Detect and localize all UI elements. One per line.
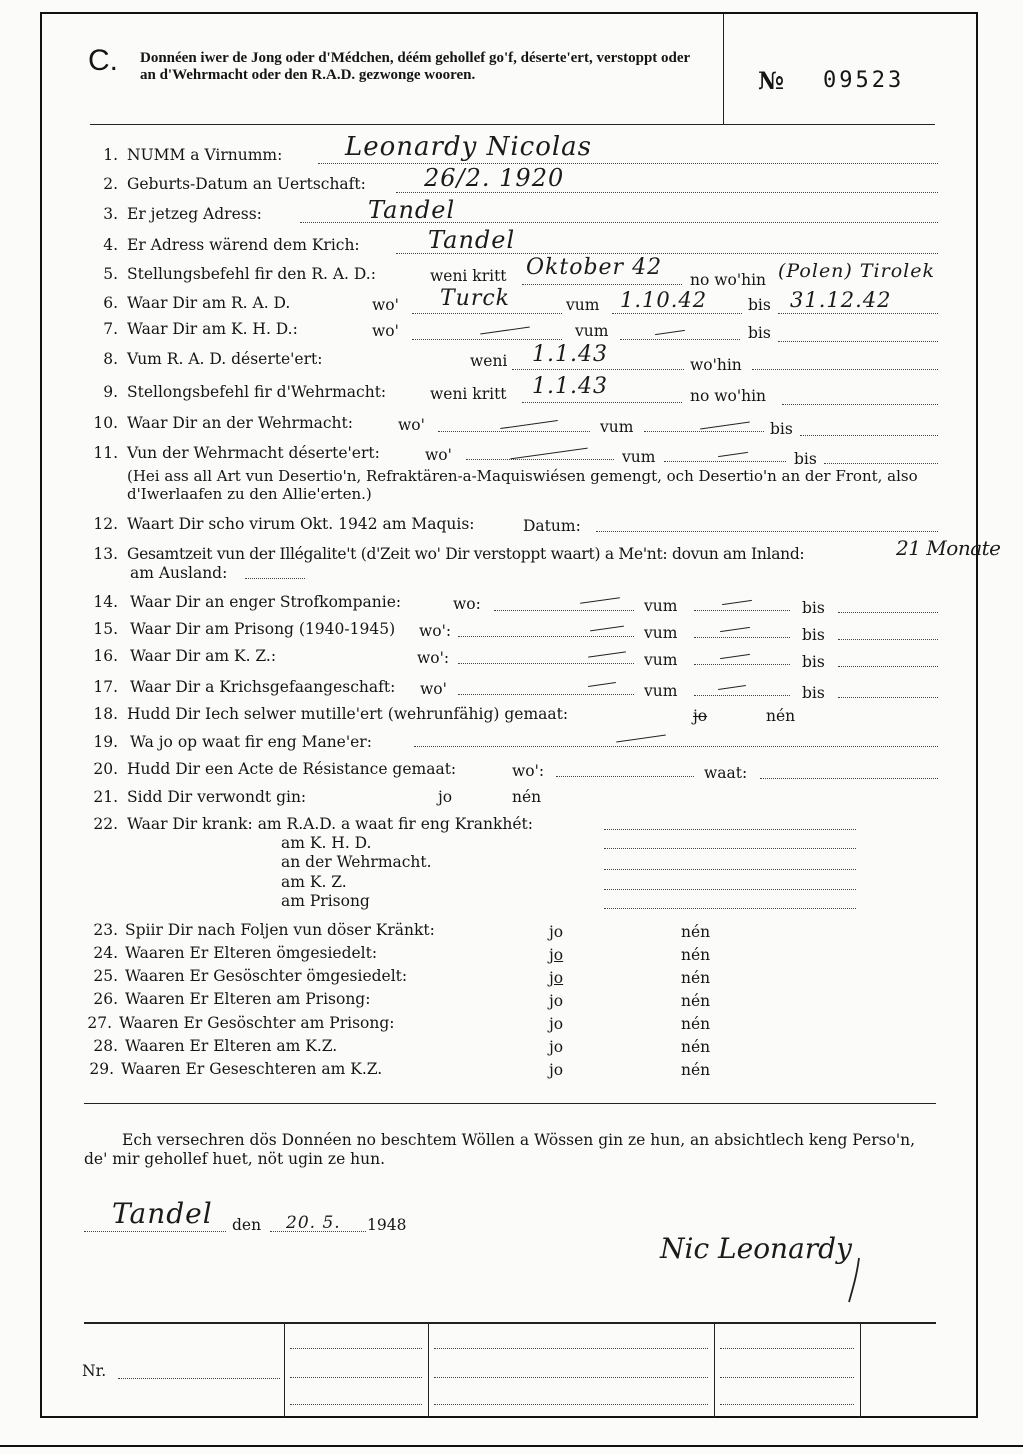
wounded-jo-option[interactable]: jo bbox=[438, 788, 453, 806]
item-number: 19. bbox=[93, 733, 118, 751]
parents-prison-label: Waaren Er Elteren am Prisong: bbox=[125, 990, 371, 1008]
khd-bis-line bbox=[778, 341, 938, 342]
bis-label: bis bbox=[770, 420, 793, 438]
penal-bis-line bbox=[838, 612, 938, 613]
rad-order-label: Stellungsbefehl fir den R. A. D.: bbox=[127, 265, 376, 283]
rad-order-destination-value[interactable]: (Polen) Tirolek bbox=[778, 260, 935, 282]
wehrmacht-service-label: Waar Dir an der Wehrmacht: bbox=[127, 414, 353, 432]
self-mutilation-jo-option[interactable]: jo bbox=[693, 707, 708, 725]
birth-field-line bbox=[396, 192, 938, 193]
footer-line bbox=[434, 1348, 708, 1349]
wehrmacht-wo-line bbox=[438, 431, 590, 432]
item-number: 9. bbox=[103, 383, 118, 401]
illness-sub-kz: am K. Z. bbox=[281, 873, 347, 891]
weni-kritt-label: weni kritt bbox=[430, 267, 507, 285]
item-number: 27. bbox=[87, 1014, 112, 1032]
pow-vum-line bbox=[694, 695, 790, 696]
waat-label: waat: bbox=[704, 764, 748, 782]
wounded-label: Sidd Dir verwondt gin: bbox=[127, 788, 307, 806]
item-number: 16. bbox=[93, 647, 118, 665]
datum-label: Datum: bbox=[523, 517, 581, 535]
current-address-label: Er jetzeg Adress: bbox=[127, 205, 262, 223]
den-label: den bbox=[232, 1216, 262, 1234]
vum-label: vum bbox=[644, 624, 678, 642]
siblings-resettled-nen-option[interactable]: nén bbox=[681, 969, 711, 987]
desertion-wo-line bbox=[466, 459, 614, 460]
bis-label: bis bbox=[802, 653, 825, 671]
item-number: 12. bbox=[93, 515, 118, 533]
bis-label: bis bbox=[748, 324, 771, 342]
prison-vum-line bbox=[694, 637, 790, 638]
kz-label: Waar Dir am K. Z.: bbox=[130, 647, 277, 665]
vum-label: vum bbox=[600, 418, 634, 436]
footer-line bbox=[720, 1377, 854, 1378]
wehrmacht-desertion-label: Vun der Wehrmacht déserte'ert: bbox=[127, 444, 380, 462]
item-number: 10. bbox=[93, 414, 118, 432]
illegality-inland-value[interactable]: 21 Monate bbox=[896, 536, 1001, 560]
nr-field-line bbox=[118, 1378, 280, 1379]
siblings-kz-label: Waaren Er Geseschteren am K.Z. bbox=[121, 1060, 383, 1078]
footer-col-divider bbox=[714, 1322, 715, 1418]
item-number: 24. bbox=[93, 944, 118, 962]
mutilation-method-line bbox=[414, 746, 938, 747]
no-wohin-label: no wo'hin bbox=[690, 271, 767, 289]
header-rule bbox=[90, 124, 935, 125]
khd-vum-line bbox=[620, 339, 740, 340]
vum-label: vum bbox=[644, 651, 678, 669]
siblings-kz-nen-option[interactable]: nén bbox=[681, 1061, 711, 1079]
vum-label: vum bbox=[622, 448, 656, 466]
mutilation-method-label: Wa jo op waat fir eng Mane'er: bbox=[130, 733, 372, 751]
form-header-title: Donnéen iwer de Jong oder d'Médchen, déém gehollef go'f, déserte'ert, verstoppt oder an d'Wehrmacht oder den R.A.D. gezwonge wooren. bbox=[140, 50, 690, 83]
ausland-label: am Ausland: bbox=[130, 564, 228, 582]
rad-order-date-line bbox=[522, 284, 682, 285]
penal-wo-line bbox=[494, 610, 634, 611]
wo-label: wo' bbox=[372, 322, 399, 340]
parents-resettled-label: Waaren Er Elteren ömgesiedelt: bbox=[125, 944, 378, 962]
war-address-value[interactable]: Tandel bbox=[428, 226, 516, 254]
wo-label: wo': bbox=[419, 622, 452, 640]
siblings-prison-nen-option[interactable]: nén bbox=[681, 1015, 711, 1033]
prison-wo-line bbox=[458, 636, 634, 637]
weni-label: weni bbox=[470, 352, 508, 370]
siblings-kz-jo-option[interactable]: jo bbox=[549, 1061, 564, 1079]
item-number: 15. bbox=[93, 620, 118, 638]
illegality-label: Gesamtzeit vun der Illégalite't (d'Zeit wo' Dir verstoppt waart) a Me'nt: dovun am Inland: bbox=[127, 545, 805, 563]
prison-label: Waar Dir am Prisong (1940-1945) bbox=[130, 620, 396, 638]
vum-label: vum bbox=[575, 322, 609, 340]
wehrmacht-order-label: Stellongsbefehl fir d'Wehrmacht: bbox=[127, 383, 387, 401]
wounded-nen-option[interactable]: nén bbox=[512, 788, 542, 806]
item-number: 26. bbox=[93, 990, 118, 1008]
parents-resettled-jo-option[interactable]: jo bbox=[549, 946, 564, 964]
item-number: 11. bbox=[93, 444, 118, 462]
vum-label: vum bbox=[566, 296, 600, 314]
bis-label: bis bbox=[794, 450, 817, 468]
item-number: 23. bbox=[93, 921, 118, 939]
vum-label: vum bbox=[644, 597, 678, 615]
name-field-value[interactable]: Leonardy Nicolas bbox=[345, 132, 593, 162]
birth-label: Geburts-Datum an Uertschaft: bbox=[127, 175, 366, 193]
ausland-line bbox=[245, 578, 305, 579]
wo-label: wo' bbox=[425, 446, 452, 464]
resistance-label: Hudd Dir een Acte de Résistance gemaat: bbox=[127, 760, 457, 778]
siblings-resettled-label: Waaren Er Gesöschter ömgesiedelt: bbox=[125, 967, 408, 985]
item-number: 28. bbox=[93, 1037, 118, 1055]
date-value[interactable]: 20. 5. bbox=[286, 1213, 341, 1233]
footer-line bbox=[290, 1348, 422, 1349]
bis-label: bis bbox=[748, 296, 771, 314]
nr-label: Nr. bbox=[82, 1362, 107, 1380]
illness-khd-line bbox=[604, 848, 856, 849]
item-number: 14. bbox=[93, 593, 118, 611]
maquis-label: Waart Dir scho virum Okt. 1942 am Maquis: bbox=[127, 515, 475, 533]
rad-service-wo-line bbox=[412, 313, 562, 314]
illness-consequences-label: Spiir Dir nach Foljen vun döser Kränkt: bbox=[125, 921, 435, 939]
item-number: 18. bbox=[93, 705, 118, 723]
footer-line bbox=[290, 1404, 422, 1405]
rad-service-wo-value[interactable]: Turck bbox=[440, 286, 511, 311]
header-divider bbox=[723, 14, 724, 124]
footer-line bbox=[434, 1404, 708, 1405]
footer-line bbox=[290, 1377, 422, 1378]
place-line bbox=[84, 1231, 226, 1232]
consequences-nen-option[interactable]: nén bbox=[681, 923, 711, 941]
declaration-text: Ech versechren dös Donnéen no beschtem Wöllen a Wössen gin ze hun, an absichtlech keng Perso'n, de' mir gehollef huet, nöt ugin ze hun. bbox=[84, 1131, 916, 1168]
item-number: 4. bbox=[103, 236, 118, 254]
bis-label: bis bbox=[802, 599, 825, 617]
wehrmacht-order-wohin-line bbox=[782, 404, 938, 405]
rad-desertion-label: Vum R. A. D. déserte'ert: bbox=[127, 350, 323, 368]
siblings-prison-label: Waaren Er Gesöschter am Prisong: bbox=[119, 1014, 395, 1032]
penal-vum-line bbox=[694, 610, 790, 611]
footer-col-divider bbox=[284, 1322, 285, 1418]
signature-flourish bbox=[845, 1256, 865, 1306]
serial-number: 09523 bbox=[823, 68, 905, 93]
parents-resettled-nen-option[interactable]: nén bbox=[681, 946, 711, 964]
name-field-line bbox=[318, 163, 938, 164]
rad-service-bis-value[interactable]: 31.12.42 bbox=[790, 288, 892, 312]
siblings-prison-jo-option[interactable]: jo bbox=[549, 1015, 564, 1033]
illness-sub-prison: am Prisong bbox=[281, 892, 370, 910]
wo-label: wo': bbox=[512, 762, 545, 780]
item-number: 25. bbox=[93, 967, 118, 985]
resistance-waat-line bbox=[760, 778, 938, 779]
vum-label: vum bbox=[644, 682, 678, 700]
bis-label: bis bbox=[802, 626, 825, 644]
resistance-wo-line bbox=[556, 776, 694, 777]
illness-prison-line bbox=[604, 908, 856, 909]
item-number: 13. bbox=[93, 545, 118, 563]
pow-bis-line bbox=[838, 697, 938, 698]
footer-line bbox=[720, 1404, 854, 1405]
rad-desertion-wohin-line bbox=[752, 369, 938, 370]
wehrmacht-bis-line bbox=[800, 435, 938, 436]
rad-order-date-value[interactable]: Oktober 42 bbox=[526, 255, 663, 280]
item-number: 20. bbox=[93, 760, 118, 778]
illness-rad-line bbox=[604, 829, 856, 830]
illness-sub-khd: am K. H. D. bbox=[281, 834, 372, 852]
place-value[interactable]: Tandel bbox=[112, 1197, 213, 1230]
prison-bis-line bbox=[838, 639, 938, 640]
item-number: 29. bbox=[89, 1060, 114, 1078]
declaration-rule bbox=[84, 1103, 936, 1104]
wo-label: wo': bbox=[417, 649, 450, 667]
rad-service-vum-line bbox=[612, 313, 742, 314]
wohin-label: wo'hin bbox=[690, 356, 742, 374]
item-number: 6. bbox=[103, 294, 118, 312]
rad-service-vum-value[interactable]: 1.10.42 bbox=[620, 288, 708, 312]
item-number: 8. bbox=[103, 350, 118, 368]
bis-label: bis bbox=[802, 684, 825, 702]
wehrmacht-order-date-value[interactable]: 1.1.43 bbox=[532, 374, 608, 399]
wehrmacht-vum-line bbox=[644, 431, 764, 432]
footer-line bbox=[434, 1377, 708, 1378]
khd-wo-line bbox=[412, 339, 562, 340]
war-address-label: Er Adress wärend dem Krich: bbox=[127, 236, 360, 254]
item-number: 17. bbox=[93, 678, 118, 696]
item-number: 1. bbox=[103, 146, 118, 164]
desertion-bis-line bbox=[824, 463, 938, 464]
weni-kritt-label: weni kritt bbox=[430, 385, 507, 403]
parents-prison-nen-option[interactable]: nén bbox=[681, 992, 711, 1010]
wo-label: wo' bbox=[398, 416, 425, 434]
kz-wo-line bbox=[458, 663, 634, 664]
wo-label: wo' bbox=[372, 296, 399, 314]
parents-kz-jo-option[interactable]: jo bbox=[549, 1038, 564, 1056]
illness-wehrmacht-line bbox=[604, 869, 856, 870]
self-mutilation-nen-option[interactable]: nén bbox=[766, 707, 796, 725]
no-wohin-label: no wo'hin bbox=[690, 387, 767, 405]
desertion-vum-line bbox=[664, 461, 786, 462]
wo-label: wo' bbox=[420, 680, 447, 698]
item-number: 7. bbox=[103, 320, 118, 338]
illness-kz-line bbox=[604, 889, 856, 890]
illness-sub-wehrmacht: an der Wehrmacht. bbox=[281, 853, 432, 871]
name-label: NUMM a Virnumm: bbox=[127, 146, 283, 164]
consequences-jo-option[interactable]: jo bbox=[549, 923, 564, 941]
parents-prison-jo-option[interactable]: jo bbox=[549, 992, 564, 1010]
desertion-note: (Hei ass all Art vun Desertio'n, Refraktären-a-Maquiswiésen gemengt, och Desertio'n an der Front, also d'Iwerlaafen zu den Allie'erten.) bbox=[127, 467, 918, 503]
item-number: 3. bbox=[103, 205, 118, 223]
item-number: 22. bbox=[93, 815, 118, 833]
rad-desertion-date-line bbox=[512, 369, 684, 370]
pow-label: Waar Dir a Krichsgefaangeschaft: bbox=[130, 678, 396, 696]
siblings-resettled-jo-option[interactable]: jo bbox=[549, 969, 564, 987]
parents-kz-label: Waaren Er Elteren am K.Z. bbox=[125, 1037, 338, 1055]
page-bottom-rule bbox=[0, 1445, 1023, 1447]
rad-service-label: Waar Dir am R. A. D. bbox=[127, 294, 291, 312]
wehrmacht-order-date-line bbox=[522, 402, 682, 403]
section-letter: C. bbox=[88, 44, 118, 77]
footer-line bbox=[720, 1348, 854, 1349]
maquis-date-line bbox=[596, 531, 938, 532]
rad-desertion-date-value[interactable]: 1.1.43 bbox=[532, 342, 608, 367]
rad-service-bis-line bbox=[778, 313, 938, 314]
parents-kz-nen-option[interactable]: nén bbox=[681, 1038, 711, 1056]
kz-vum-line bbox=[694, 664, 790, 665]
birth-field-value[interactable]: 26/2. 1920 bbox=[424, 164, 565, 192]
penal-company-label: Waar Dir an enger Strofkompanie: bbox=[130, 593, 402, 611]
item-number: 5. bbox=[103, 265, 118, 283]
current-address-value[interactable]: Tandel bbox=[368, 196, 456, 224]
item-number: 2. bbox=[103, 175, 118, 193]
signature: Nic Leonardy bbox=[660, 1232, 852, 1265]
item-number: 21. bbox=[93, 788, 118, 806]
wo-label: wo: bbox=[453, 595, 481, 613]
kz-bis-line bbox=[838, 666, 938, 667]
pow-wo-line bbox=[458, 694, 634, 695]
khd-service-label: Waar Dir am K. H. D.: bbox=[127, 320, 298, 338]
year-value: 1948 bbox=[367, 1216, 407, 1234]
number-sign: № bbox=[758, 66, 785, 95]
footer-table-top bbox=[84, 1322, 936, 1324]
self-mutilation-label: Hudd Dir Iech selwer mutille'ert (wehrunfähig) gemaat: bbox=[127, 705, 569, 723]
footer-col-divider bbox=[428, 1322, 429, 1418]
illness-label: Waar Dir krank: am R.A.D. a waat fir eng Krankhét: bbox=[127, 815, 533, 833]
footer-col-divider bbox=[860, 1322, 861, 1418]
